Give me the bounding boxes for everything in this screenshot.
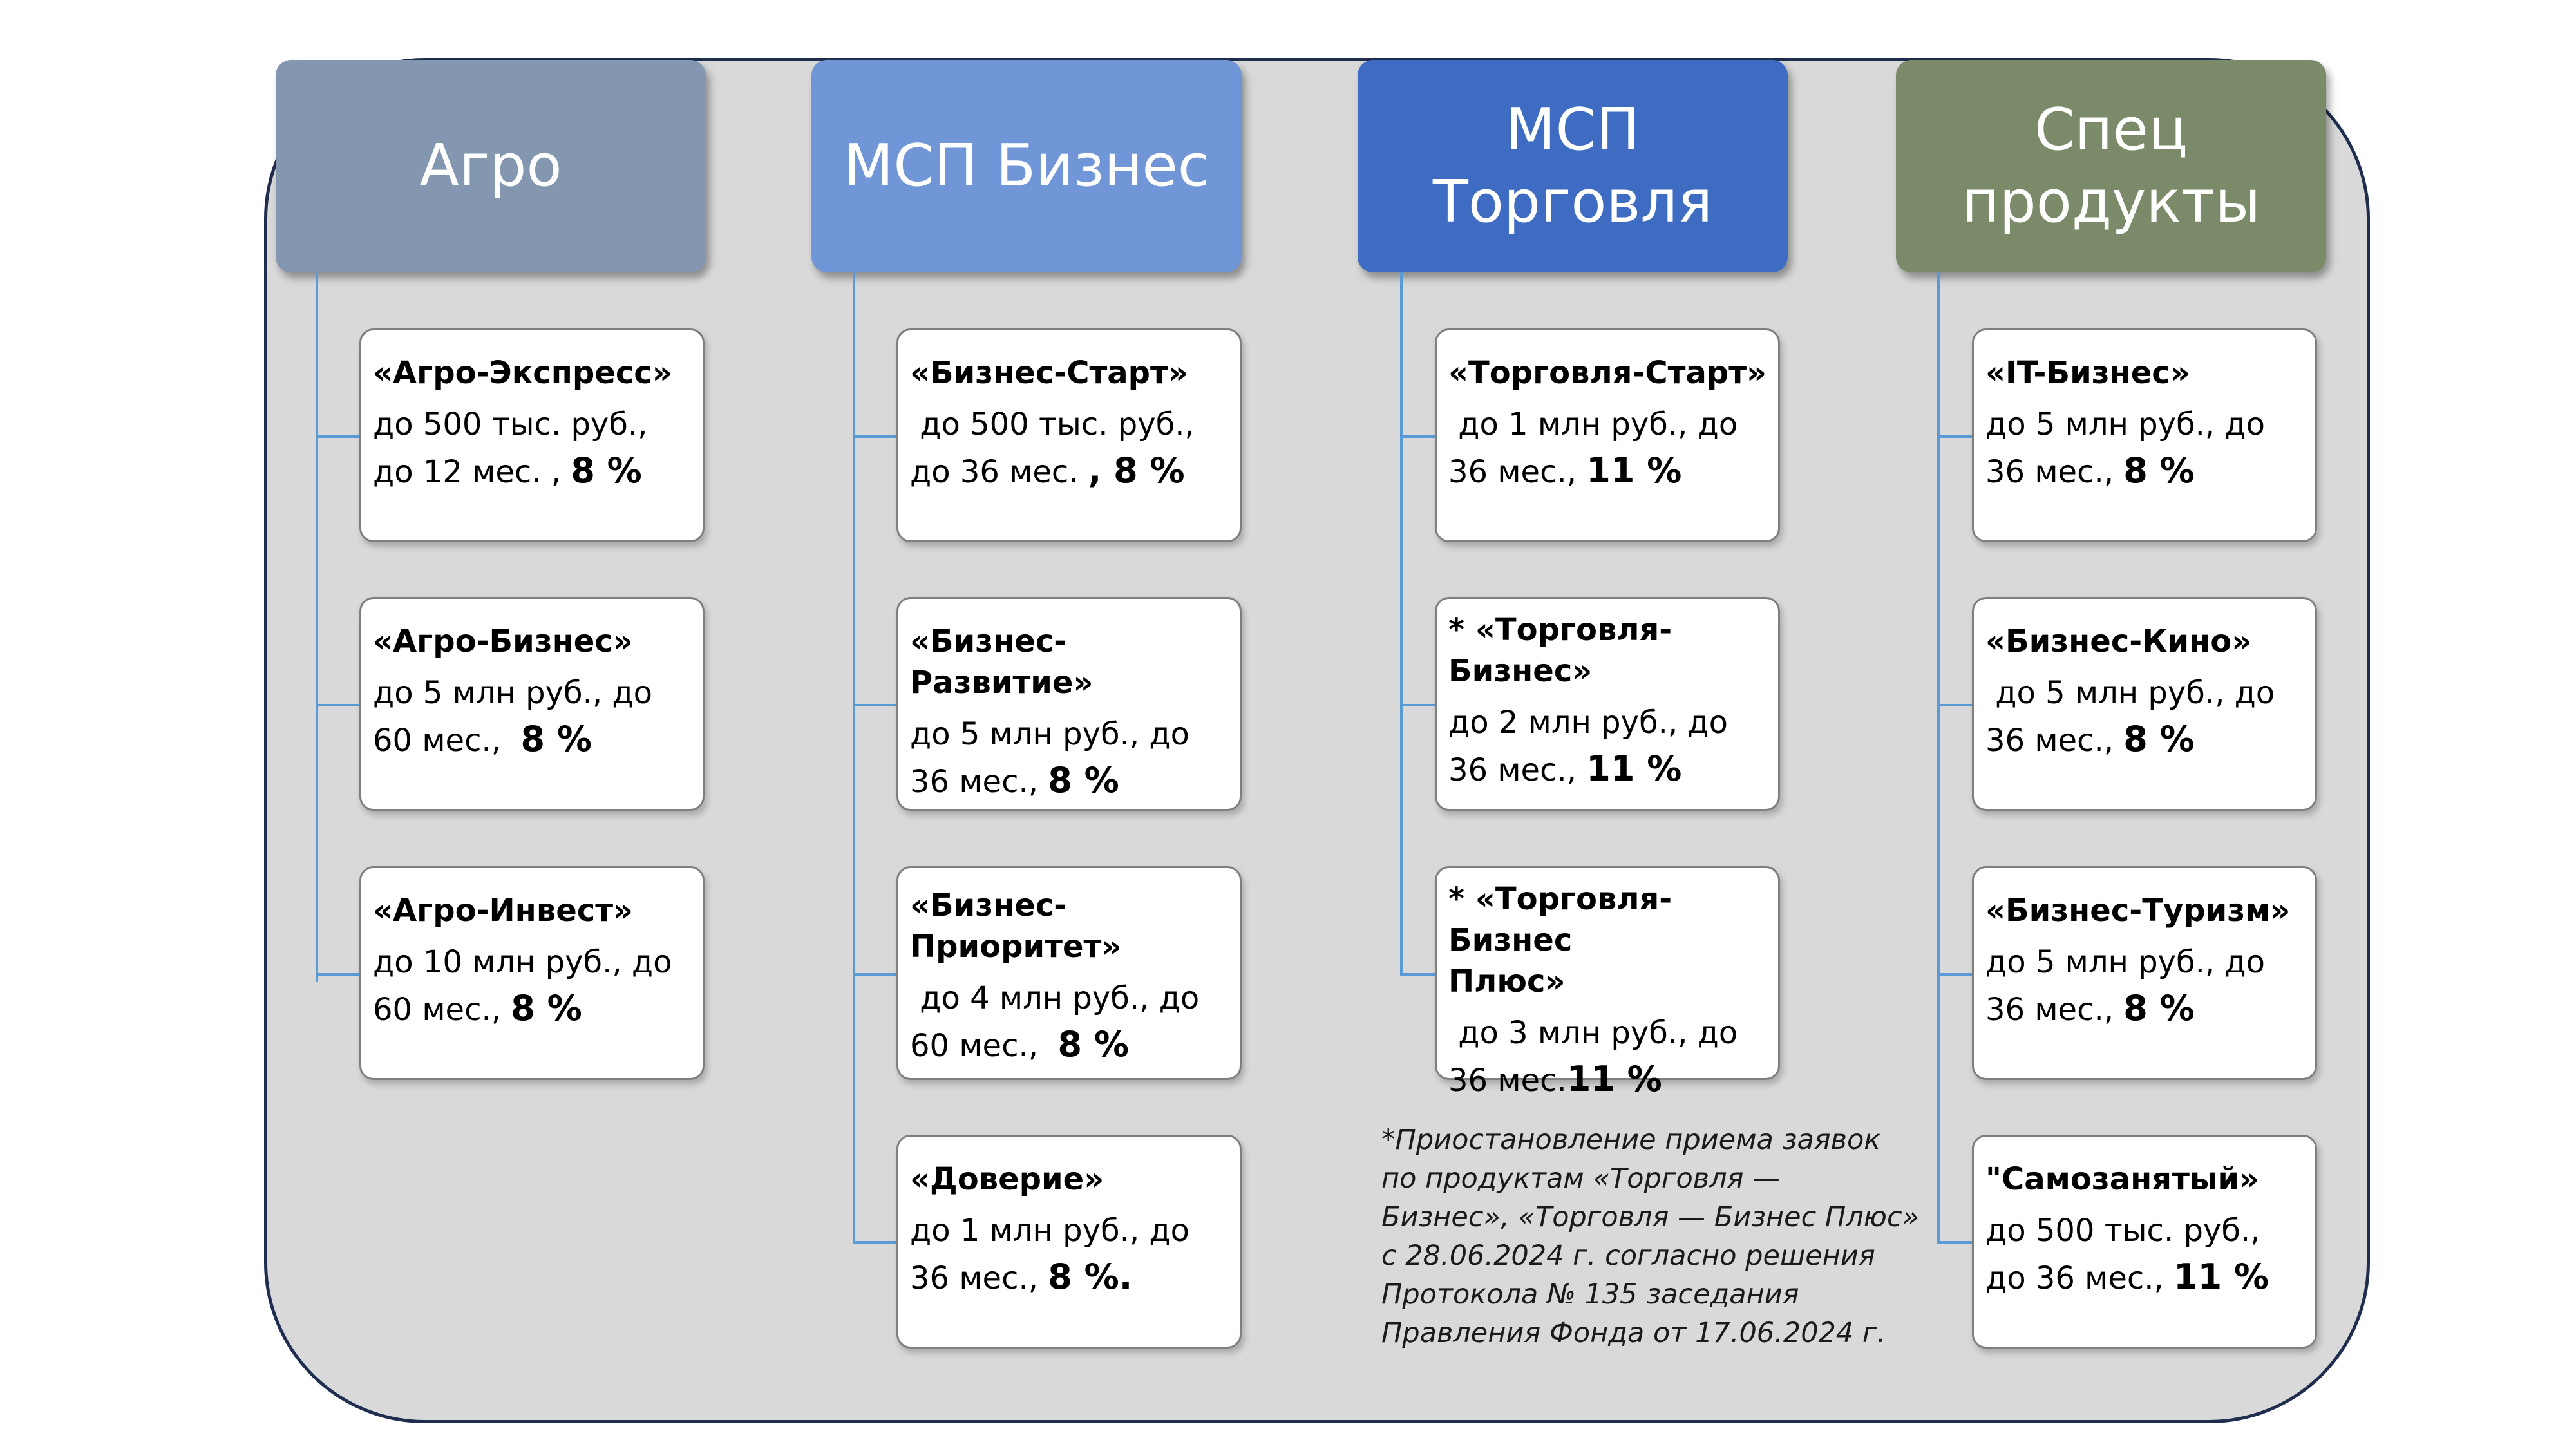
connector-branch bbox=[316, 973, 359, 976]
note-line: Протокола № 135 заседания bbox=[1381, 1278, 1799, 1311]
connector-vertical-special-products bbox=[1937, 272, 1940, 1242]
product-terms bbox=[1985, 670, 2305, 764]
product-title: «Доверие» bbox=[910, 1161, 1104, 1197]
product-title: «Бизнес-Старт» bbox=[910, 355, 1188, 391]
product-rate: 11 % bbox=[2174, 1256, 2269, 1297]
product-terms bbox=[1985, 401, 2305, 495]
product-rate: 8 % bbox=[1048, 760, 1119, 800]
product-terms-text: до 3 млн руб., до 36 мес. bbox=[1448, 1015, 1748, 1099]
product-card-trust[interactable] bbox=[896, 1135, 1242, 1349]
product-terms-text: до 5 млн руб., до 36 мес., bbox=[1985, 675, 2285, 759]
product-rate: 8 % bbox=[2123, 450, 2195, 491]
product-terms bbox=[910, 711, 1229, 805]
product-title: «IT-Бизнес» bbox=[1985, 355, 2190, 391]
product-terms-text: до 5 млн руб., до 36 мес., bbox=[910, 716, 1200, 800]
note-line: с 28.06.2024 г. согласно решения bbox=[1381, 1240, 1875, 1272]
product-terms bbox=[1985, 1208, 2305, 1302]
product-terms bbox=[1448, 401, 1768, 495]
product-terms-text: до 1 млн руб., до 36 мес., bbox=[1448, 406, 1748, 490]
product-terms-text: до 500 тыс. руб., до 36 мес., bbox=[1985, 1213, 2270, 1296]
product-terms-text: до 5 млн руб., до 36 мес., bbox=[1985, 944, 2275, 1028]
connector-branch bbox=[853, 1241, 896, 1244]
product-title: «Бизнес-Кино» bbox=[1985, 623, 2252, 659]
connector-vertical-msp-business bbox=[853, 272, 855, 1242]
product-terms bbox=[910, 1208, 1229, 1302]
suspension-note bbox=[1381, 1121, 1920, 1352]
product-terms bbox=[1448, 1010, 1768, 1104]
product-rate: 8 % bbox=[2123, 988, 2195, 1028]
product-rate: , 8 % bbox=[1088, 450, 1185, 491]
product-terms bbox=[373, 670, 692, 764]
product-rate: 8 % bbox=[511, 988, 582, 1028]
product-terms-text: до 10 млн руб., до 60 мес., bbox=[373, 944, 682, 1028]
connector-vertical-msp-trade bbox=[1400, 272, 1403, 974]
product-terms bbox=[1448, 699, 1768, 793]
product-card-agro-invest[interactable] bbox=[359, 866, 705, 1080]
product-title: «Агро-Инвест» bbox=[373, 893, 634, 929]
category-title: Агро bbox=[419, 131, 562, 200]
product-title: * «Торговля- Бизнес» bbox=[1448, 612, 1672, 689]
category-title: МСП Торговля bbox=[1432, 95, 1713, 236]
product-title: * «Торговля-Бизнес Плюс» bbox=[1448, 881, 1672, 999]
product-card-self-employed[interactable] bbox=[1972, 1135, 2317, 1349]
product-terms-text: до 5 млн руб., до 60 мес., bbox=[373, 675, 663, 759]
product-card-it-business[interactable] bbox=[1972, 328, 2317, 542]
note-line: Бизнес», «Торговля — Бизнес Плюс» bbox=[1381, 1201, 1920, 1233]
product-terms-text: до 2 млн руб., до 36 мес., bbox=[1448, 705, 1738, 788]
product-card-business-development[interactable] bbox=[896, 597, 1242, 811]
product-terms bbox=[373, 939, 692, 1033]
product-terms bbox=[1985, 939, 2305, 1033]
category-title: МСП Бизнес bbox=[843, 131, 1210, 200]
product-card-business-start[interactable] bbox=[896, 328, 1242, 542]
product-terms-text: до 4 млн руб., до 60 мес., bbox=[910, 980, 1209, 1064]
category-header-special-products bbox=[1896, 60, 2326, 272]
connector-vertical-agro bbox=[316, 272, 318, 982]
product-title: "Самозанятый» bbox=[1985, 1161, 2259, 1197]
note-line: *Приостановление приема заявок bbox=[1381, 1124, 1881, 1156]
product-rate: 11 % bbox=[1566, 1059, 1662, 1099]
product-rate: 8 %. bbox=[1048, 1256, 1133, 1297]
product-title: «Бизнес-Туризм» bbox=[1985, 893, 2291, 929]
note-line: по продуктам «Торговля — bbox=[1381, 1162, 1781, 1195]
product-terms-text: до 500 тыс. руб., до 36 мес. bbox=[910, 406, 1204, 490]
connector-branch bbox=[853, 973, 896, 976]
product-title: «Бизнес-Развитие» bbox=[910, 623, 1094, 701]
category-header-msp-business bbox=[811, 60, 1242, 272]
note-line: Правления Фонда от 17.06.2024 г. bbox=[1381, 1317, 1886, 1349]
product-terms-text: до 5 млн руб., до 36 мес., bbox=[1985, 406, 2275, 490]
product-terms bbox=[910, 401, 1229, 495]
product-title: «Агро-Бизнес» bbox=[373, 623, 633, 659]
product-terms-text: до 1 млн руб., до 36 мес., bbox=[910, 1213, 1200, 1296]
product-title: «Агро-Экспресс» bbox=[373, 355, 672, 391]
product-card-business-tourism[interactable] bbox=[1972, 866, 2317, 1080]
product-terms bbox=[373, 401, 692, 495]
connector-branch bbox=[316, 704, 359, 706]
product-card-business-priority[interactable] bbox=[896, 866, 1242, 1080]
connector-branch bbox=[316, 435, 359, 438]
product-terms-text: до 500 тыс. руб., до 12 мес. , bbox=[373, 406, 658, 490]
product-card-agro-business[interactable] bbox=[359, 597, 705, 811]
product-card-trade-start[interactable] bbox=[1435, 328, 1780, 542]
connector-branch bbox=[853, 704, 896, 706]
product-card-agro-express[interactable] bbox=[359, 328, 705, 542]
product-rate: 8 % bbox=[571, 450, 642, 491]
product-rate: 8 % bbox=[1057, 1024, 1129, 1065]
product-card-trade-business[interactable] bbox=[1435, 597, 1780, 811]
product-title: «Торговля-Старт» bbox=[1448, 355, 1767, 391]
product-card-trade-business-plus[interactable] bbox=[1435, 866, 1780, 1099]
connector-branch bbox=[853, 435, 896, 438]
product-card-business-cinema[interactable] bbox=[1972, 597, 2317, 811]
product-rate: 8 % bbox=[2123, 719, 2195, 759]
category-title: Спец продукты bbox=[1961, 95, 2261, 236]
product-rate: 11 % bbox=[1586, 450, 1682, 491]
category-header-agro bbox=[276, 60, 706, 272]
category-header-msp-trade bbox=[1358, 60, 1788, 272]
product-terms bbox=[910, 975, 1229, 1069]
product-rate: 8 % bbox=[520, 719, 592, 759]
product-rate: 11 % bbox=[1586, 748, 1682, 789]
product-title: «Бизнес- Приоритет» bbox=[910, 887, 1122, 965]
